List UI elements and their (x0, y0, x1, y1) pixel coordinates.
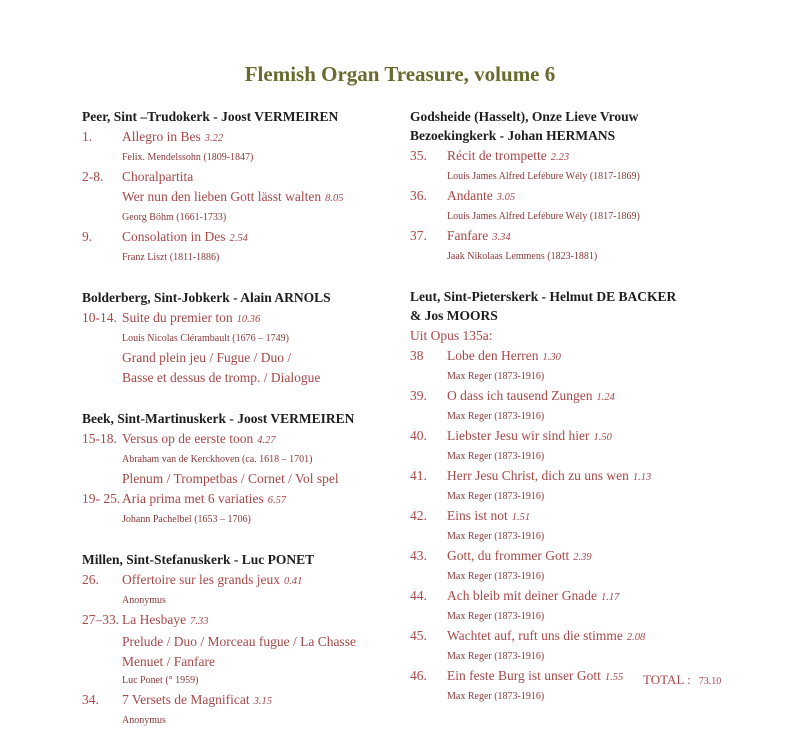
track-item (82, 429, 402, 489)
track-subtitle: Prelude / Duo / Morceau fugue / La Chasse (122, 634, 356, 649)
track-title-line (122, 308, 402, 330)
track-duration: 2.08 (626, 632, 646, 643)
track-title-line (122, 127, 402, 149)
section-subtitle: Uit Opus 135a: (410, 328, 493, 343)
venue-section (82, 410, 402, 529)
track-body (447, 426, 740, 466)
track-duration: 0.41 (283, 576, 303, 587)
venue-heading: Godsheide (Hasselt), Onze Lieve Vrouw (410, 109, 639, 124)
track-title: Fanfare (447, 228, 489, 243)
track-title: Récit de trompette (447, 148, 547, 163)
track-item (410, 466, 740, 506)
composer: Max Reger (1873-1916) (447, 451, 545, 462)
track-title-line (447, 546, 740, 568)
track-title: Aria prima met 6 variaties (122, 491, 264, 506)
track-number: 35. (410, 148, 427, 163)
movement-list: Basse et dessus de tromp. / Dialogue (122, 370, 321, 385)
track-body (447, 346, 740, 386)
venue-heading-continued: Bezoekingkerk - Johan HERMANS (410, 128, 616, 143)
track-item (410, 146, 740, 186)
track-number: 9. (82, 229, 93, 244)
track-title: Liebster Jesu wir sind hier (447, 428, 590, 443)
track-duration: 1.55 (604, 672, 624, 683)
track-title-line (447, 626, 740, 648)
track-body (122, 308, 402, 388)
track-number: 15-18. (82, 431, 117, 446)
movement-list: Plenum / Trompetbas / Cornet / Vol spel (122, 471, 339, 486)
track-number: 42. (410, 508, 427, 523)
track-title-line (447, 386, 740, 408)
venue-heading: Beek, Sint-Martinuskerk - Joost VERMEIREN (82, 411, 355, 426)
composer: Louis James Alfred Lefébure Wély (1817-1869) (447, 211, 640, 222)
total-value: 73.10 (698, 676, 722, 687)
track-item (410, 186, 740, 226)
track-subtitle-line (122, 187, 402, 209)
track-body (447, 466, 740, 506)
track-duration: 4.27 (257, 435, 276, 446)
track-duration: 3.34 (492, 232, 511, 243)
track-title-line (122, 570, 402, 592)
composer: Max Reger (1873-1916) (447, 611, 545, 622)
total-label: TOTAL : (643, 672, 691, 687)
composer: Max Reger (1873-1916) (447, 411, 545, 422)
track-subtitle-line (122, 652, 402, 672)
track-title-line (447, 506, 740, 528)
track-body (122, 690, 402, 730)
track-title-line (447, 346, 740, 368)
track-title-line (447, 186, 740, 208)
track-number: 45. (410, 628, 427, 643)
track-duration: 1.50 (593, 432, 612, 443)
track-number: 19- 25. (82, 491, 121, 506)
track-title: Gott, du frommer Gott (447, 548, 570, 563)
venue-section (82, 108, 402, 267)
track-title: O dass ich tausend Zungen (447, 388, 593, 403)
venue-section (410, 288, 740, 706)
track-title-line (447, 226, 740, 248)
track-title: Wachtet auf, ruft uns die stimme (447, 628, 623, 643)
composer: Franz Liszt (1811-1886) (122, 252, 220, 263)
track-item (82, 227, 402, 267)
venue-heading: Millen, Sint-Stefanuskerk - Luc PONET (82, 552, 315, 567)
track-number: 1. (82, 129, 93, 144)
track-body (447, 626, 740, 666)
track-item (410, 586, 740, 626)
track-duration: 7.33 (190, 616, 209, 627)
track-title: 7 Versets de Magnificat (122, 692, 250, 707)
track-item (82, 167, 402, 227)
track-number: 2-8. (82, 169, 104, 184)
track-body (122, 429, 402, 489)
track-title-line (122, 167, 402, 187)
track-item (410, 546, 740, 586)
track-number: 36. (410, 188, 427, 203)
track-title: Ein feste Burg ist unser Gott (447, 668, 601, 683)
track-title: Herr Jesu Christ, dich zu uns wen (447, 468, 629, 483)
track-subtitle-line (122, 632, 402, 652)
track-item (82, 308, 402, 388)
track-duration: 2.54 (229, 233, 248, 244)
composer: Max Reger (1873-1916) (447, 491, 545, 502)
track-title: Versus op de eerste toon (122, 431, 254, 446)
track-title-line (122, 489, 402, 511)
venue-heading: Peer, Sint –Trudokerk - Joost VERMEIREN (82, 109, 339, 124)
track-number: 46. (410, 668, 427, 683)
track-item (410, 386, 740, 426)
track-body (447, 586, 740, 626)
track-body (447, 226, 740, 266)
track-duration: 2.39 (573, 552, 592, 563)
track-duration: 1.30 (542, 352, 561, 363)
track-title: Choralpartita (122, 169, 194, 184)
track-duration: 3.15 (253, 696, 272, 707)
track-number: 37. (410, 228, 427, 243)
track-title: Andante (447, 188, 493, 203)
venue-heading: Bolderberg, Sint-Jobkerk - Alain ARNOLS (82, 290, 331, 305)
composer: Luc Ponet (° 1959) (122, 675, 199, 686)
track-number: 40. (410, 428, 427, 443)
page-title: Flemish Organ Treasure, volume 6 (244, 62, 556, 86)
track-number: 10-14. (82, 310, 117, 325)
track-title: Consolation in Des (122, 229, 226, 244)
track-number: 27–33. (82, 612, 120, 627)
track-title-line (447, 466, 740, 488)
composer: Jaak Nikolaas Lemmens (1823-1881) (447, 251, 598, 262)
track-title: Suite du premier ton (122, 310, 233, 325)
track-duration: 10.36 (236, 314, 261, 325)
track-duration: 1.17 (600, 592, 620, 603)
track-item (82, 690, 402, 730)
composer: Max Reger (1873-1916) (447, 531, 545, 542)
track-item (410, 346, 740, 386)
track-body (447, 506, 740, 546)
track-title-line (122, 690, 402, 712)
composer: Louis James Alfred Lefébure Wély (1817-1869) (447, 171, 640, 182)
track-title-line (447, 586, 740, 608)
track-duration: 1.24 (596, 392, 615, 403)
composer: Louis Nicolas Clérambault (1676 – 1749) (122, 333, 289, 344)
venue-section (82, 551, 402, 730)
track-body (447, 386, 740, 426)
track-item (410, 626, 740, 666)
track-item (82, 570, 402, 610)
track-number: 41. (410, 468, 427, 483)
track-title: Offertoire sur les grands jeux (122, 572, 280, 587)
composer: Anonymus (122, 715, 166, 726)
composer: Felix. Mendelssohn (1809-1847) (122, 152, 254, 163)
track-body (447, 186, 740, 226)
track-number: 44. (410, 588, 427, 603)
track-item (82, 127, 402, 167)
track-title-line (447, 146, 740, 168)
track-duration: 1.13 (632, 472, 652, 483)
track-number: 26. (82, 572, 99, 587)
track-item (82, 610, 402, 690)
track-body (447, 146, 740, 186)
composer: Georg Böhm (1661-1733) (122, 212, 227, 223)
composer: Abraham van de Kerckhoven (ca. 1618 – 1701) (122, 454, 313, 465)
track-title: Ach bleib mit deiner Gnade (447, 588, 597, 603)
track-body (122, 570, 402, 610)
venue-heading: Leut, Sint-Pieterskerk - Helmut DE BACKER (410, 289, 677, 304)
track-subtitle: Wer nun den lieben Gott lässt walten (122, 189, 322, 204)
track-body (122, 227, 402, 267)
left-column (82, 108, 402, 752)
track-body (122, 489, 402, 529)
track-body (122, 127, 402, 167)
track-number: 39. (410, 388, 427, 403)
track-title-line (122, 610, 402, 632)
track-body (122, 167, 402, 227)
track-duration: 6.57 (267, 495, 287, 506)
track-title-line (447, 426, 740, 448)
track-duration: 3.22 (204, 133, 224, 144)
composer: Max Reger (1873-1916) (447, 651, 545, 662)
track-title-line (122, 227, 402, 249)
track-title: La Hesbaye (122, 612, 187, 627)
composer: Johann Pachelbel (1653 – 1706) (122, 514, 251, 525)
movement-list: Grand plein jeu / Fugue / Duo / (122, 350, 292, 365)
track-duration: 1.51 (511, 512, 531, 523)
composer: Max Reger (1873-1916) (447, 371, 545, 382)
right-column (410, 108, 740, 728)
track-title: Allegro in Bes (122, 129, 201, 144)
track-item (82, 489, 402, 529)
track-title: Lobe den Herren (447, 348, 539, 363)
track-duration: 3.05 (496, 192, 516, 203)
composer: Max Reger (1873-1916) (447, 691, 545, 702)
track-duration: 8.05 (325, 193, 344, 204)
track-item (410, 226, 740, 266)
venue-heading-continued: & Jos MOORS (410, 308, 498, 323)
track-duration: 2.23 (550, 152, 570, 163)
composer: Max Reger (1873-1916) (447, 571, 545, 582)
venue-section (410, 108, 740, 266)
total (643, 671, 721, 689)
track-number: 43. (410, 548, 427, 563)
track-number: 38 (410, 348, 424, 363)
track-item (410, 426, 740, 466)
track-title: Eins ist not (447, 508, 508, 523)
track-item (410, 506, 740, 546)
track-body (122, 610, 402, 690)
venue-section (82, 289, 402, 388)
composer: Anonymus (122, 595, 166, 606)
track-title-line (122, 429, 402, 451)
track-subtitle: Menuet / Fanfare (122, 654, 215, 669)
track-body (447, 546, 740, 586)
track-number: 34. (82, 692, 99, 707)
